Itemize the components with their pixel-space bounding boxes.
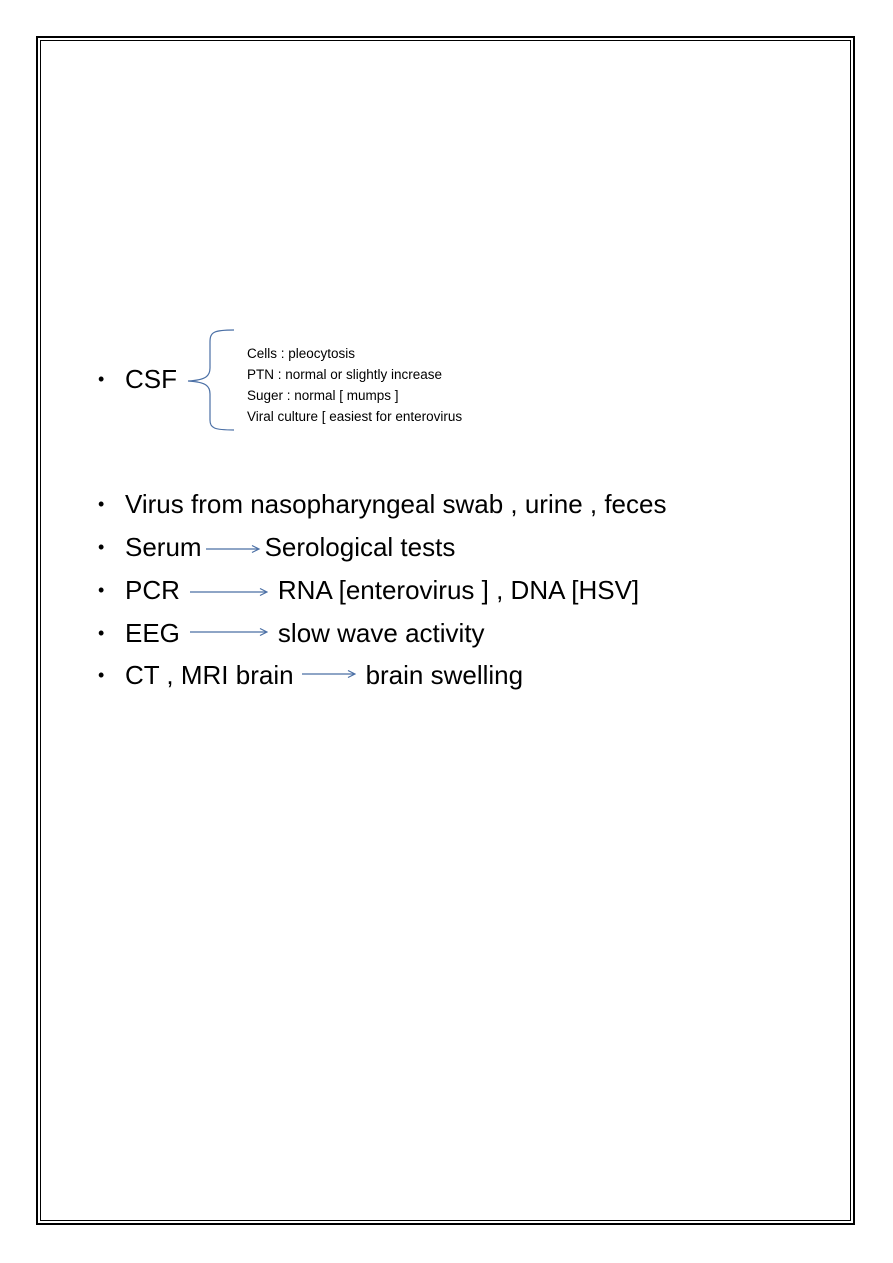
- ct-mri-label: CT , MRI brain: [125, 660, 294, 690]
- virus-text: Virus from nasopharyngeal swab , urine , feces: [125, 489, 667, 519]
- csf-detail-ptn: PTN : normal or slightly increase: [247, 367, 443, 382]
- arrow-right-icon: [190, 575, 268, 605]
- csf-detail-viral-culture: Viral culture [ easiest for enterovirus: [247, 409, 463, 424]
- bullet-dot-icon: •: [98, 665, 105, 685]
- bullet-dot-icon: •: [98, 537, 105, 557]
- bullet-ct-mri: [98, 660, 523, 690]
- eeg-label: EEG: [125, 618, 180, 648]
- bullet-pcr: [98, 575, 639, 605]
- arrow-right-icon: [190, 618, 268, 648]
- pcr-label: PCR: [125, 575, 180, 605]
- bullet-dot-icon: •: [98, 369, 105, 389]
- pcr-result: RNA [enterovirus ] , DNA [HSV]: [277, 575, 640, 605]
- serum-label: Serum: [125, 532, 202, 562]
- csf-detail-sugar: Suger : normal [ mumps ]: [247, 388, 399, 403]
- arrow-right-icon: [302, 660, 356, 690]
- bullet-virus: [98, 489, 666, 519]
- bullet-eeg: [98, 618, 485, 648]
- bullet-csf: [98, 364, 177, 394]
- csf-detail-cells: Cells : pleocytosis: [247, 346, 356, 361]
- eeg-result: slow wave activity: [277, 618, 485, 648]
- curly-brace-icon: [184, 328, 240, 432]
- serum-result: Serological tests: [264, 532, 456, 562]
- csf-detail-list: [247, 343, 462, 427]
- bullet-dot-icon: •: [98, 580, 105, 600]
- arrow-right-icon: [206, 532, 261, 562]
- bullet-dot-icon: •: [98, 494, 105, 514]
- ct-mri-result: brain swelling: [365, 660, 524, 690]
- bullet-serum: [98, 532, 455, 562]
- bullet-dot-icon: •: [98, 623, 105, 643]
- csf-label: CSF: [125, 364, 177, 394]
